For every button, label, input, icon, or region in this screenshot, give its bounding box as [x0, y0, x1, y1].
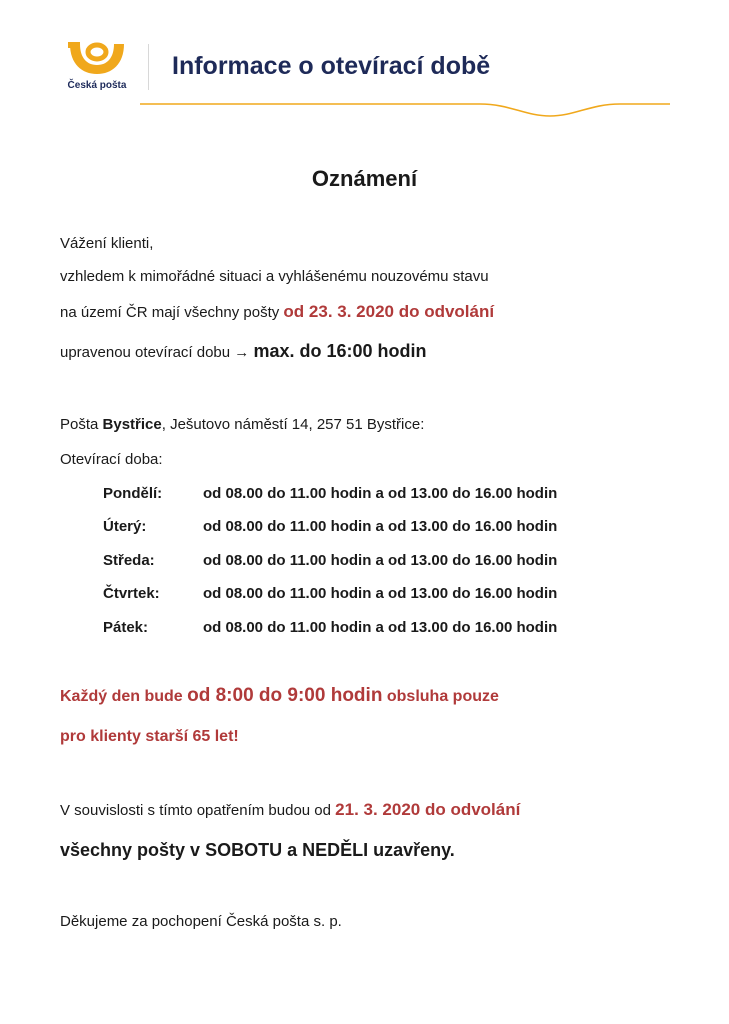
notice-title: Oznámení [311, 166, 418, 191]
schedule-day: Pátek: [103, 619, 149, 636]
header-swoosh [140, 96, 670, 126]
branch-address: , Ješutovo náměstí 14, 257 51 Bystřice: [161, 416, 425, 433]
validity-line [60, 302, 494, 322]
schedule-hours: od 08.00 do 11.00 hodin a od 13.00 do 16.00 hodin [203, 485, 558, 502]
schedule-day: Pondělí: [103, 485, 163, 502]
branch-line [60, 416, 424, 433]
weekend-prefix: V souvislosti s tímto opatřením budou od [60, 802, 336, 819]
senior-notice-line2: pro klienty starší 65 let! [60, 728, 239, 745]
schedule-day: Úterý: [103, 518, 147, 535]
situation-line: vzhledem k mimořádné situaci a vyhlášenému nouzovému stavu [60, 268, 489, 285]
header-divider [148, 44, 149, 90]
schedule-day: Čtvrtek: [103, 585, 160, 602]
hours-label: Otevírací doba: [60, 451, 163, 468]
footer-thanks: Děkujeme za pochopení Česká pošta s. p. [60, 913, 342, 930]
ceska-posta-logo [62, 40, 132, 102]
schedule-hours: od 08.00 do 11.00 hodin a od 13.00 do 16.00 hodin [203, 585, 558, 602]
senior-notice-part1: Každý den bude [60, 688, 188, 705]
header [0, 0, 729, 130]
greeting: Vážení klienti, [60, 235, 154, 252]
page-title: Informace o otevírací době [172, 52, 491, 80]
schedule-hours: od 08.00 do 11.00 hodin a od 13.00 do 16.00 hodin [203, 619, 558, 636]
logo-text: Česká pošta [67, 80, 127, 91]
validity-prefix: na území ČR mají všechny pošty [60, 304, 284, 321]
branch-prefix: Pošta [60, 416, 103, 433]
validity-date: od 23. 3. 2020 do odvolání [283, 302, 495, 321]
senior-notice-part3: obsluha pouze [382, 688, 499, 705]
weekend-line1 [60, 800, 520, 820]
weekend-closed-line: všechny pošty v SOBOTU a NEDĚLI uzavřeny. [60, 840, 455, 860]
hours-limit-value: max. do 16:00 hodin [253, 341, 427, 361]
senior-notice-line1 [60, 685, 499, 707]
branch-name: Bystřice [102, 416, 162, 433]
post-horn-icon [62, 40, 132, 80]
hours-limit-prefix: upravenou otevírací dobu → [60, 344, 254, 361]
schedule-hours: od 08.00 do 11.00 hodin a od 13.00 do 16.00 hodin [203, 518, 558, 535]
weekend-date: 21. 3. 2020 do odvolání [335, 800, 521, 819]
senior-notice-hours: od 8:00 do 9:00 hodin [187, 685, 383, 706]
hours-limit-line [60, 341, 427, 362]
schedule-hours: od 08.00 do 11.00 hodin a od 13.00 do 16.00 hodin [203, 552, 558, 569]
schedule-day: Středa: [103, 552, 155, 569]
